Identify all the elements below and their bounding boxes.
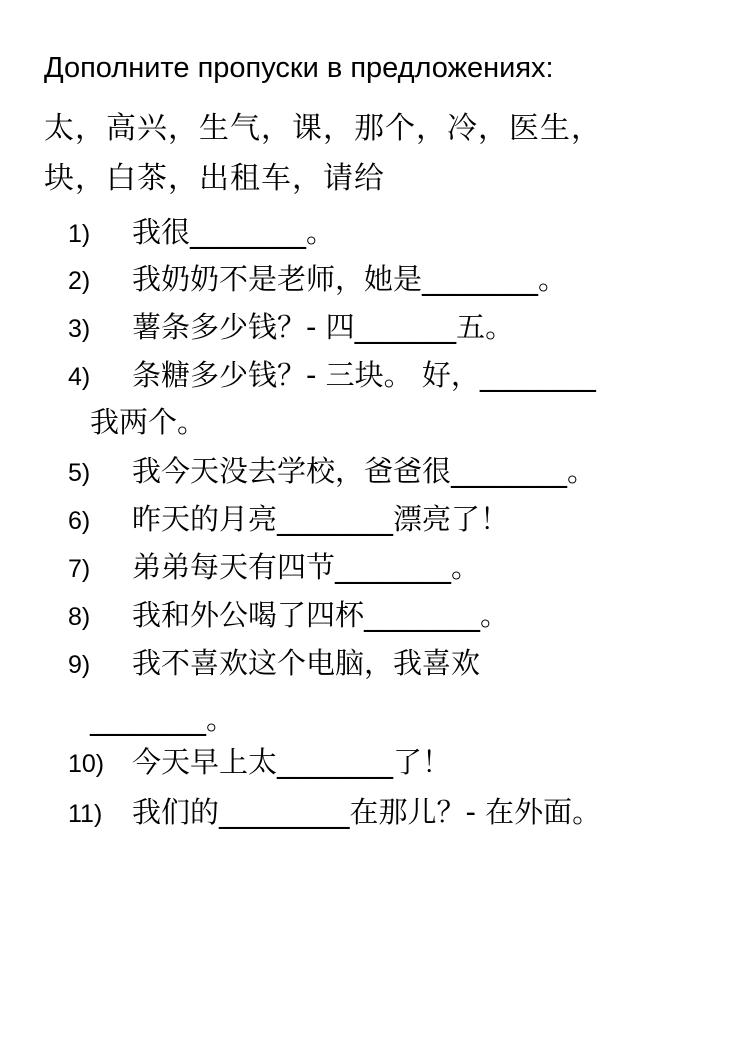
exercise-item-6 (68, 499, 509, 541)
exercise-item-5 (68, 451, 596, 493)
word-bank (44, 104, 704, 204)
item-number: 3) (68, 315, 91, 343)
item-sentence: 我很________。 (132, 215, 336, 249)
item-sentence: 我不喜欢这个电脑，我喜欢 (132, 646, 481, 680)
exercise-item-3 (68, 307, 514, 349)
item-sentence: 我今天没去学校，爸爸很________。 (132, 454, 597, 488)
item-sentence: 我和外公喝了四杯________。 (132, 598, 510, 632)
item-number: 10) (68, 750, 105, 778)
exercise-item-8 (68, 595, 509, 637)
exercise-item-9 (68, 643, 480, 685)
item-number: 11) (68, 800, 103, 828)
item-sentence: 我奶奶不是老师，她是________。 (132, 262, 568, 296)
item-number: 8) (68, 603, 91, 631)
exercise-item-7 (68, 547, 480, 589)
item-number: 6) (68, 507, 91, 535)
exercise-item-11 (68, 792, 601, 834)
item-number: 5) (68, 459, 91, 487)
item-sentence: 我们的_________在那儿？- 在外面。 (132, 795, 602, 829)
exercise-item-2 (68, 259, 567, 301)
item-sentence: 今天早上太________了！ (132, 745, 452, 779)
item-number: 2) (68, 267, 91, 295)
exercise-item-1 (68, 212, 335, 254)
instruction-heading: Дополните пропуски в предложениях: (44, 52, 554, 84)
item-sentence: 薯条多少钱？- 四_______五。 (132, 310, 515, 344)
exercise-item-4 (68, 355, 596, 397)
item-number: 4) (68, 363, 91, 391)
item-sentence: 弟弟每天有四节________。 (132, 550, 481, 584)
exercise-item-9-continuation: ________。 (90, 702, 236, 736)
item-number: 1) (68, 220, 91, 248)
item-sentence: 条糖多少钱？- 三块。 好，________ (132, 358, 596, 392)
item-sentence: 昨天的月亮________漂亮了！ (132, 502, 510, 536)
word-bank-line-1: 太，高兴，生气，课，那个，冷，医生， (44, 111, 602, 146)
item-number: 9) (68, 651, 91, 679)
item-number: 7) (68, 555, 91, 583)
exercise-item-10 (68, 742, 451, 784)
word-bank-line-2: 块，白茶，出租车，请给 (44, 161, 385, 196)
exercise-item-4-continuation: 我两个。 (90, 405, 207, 439)
